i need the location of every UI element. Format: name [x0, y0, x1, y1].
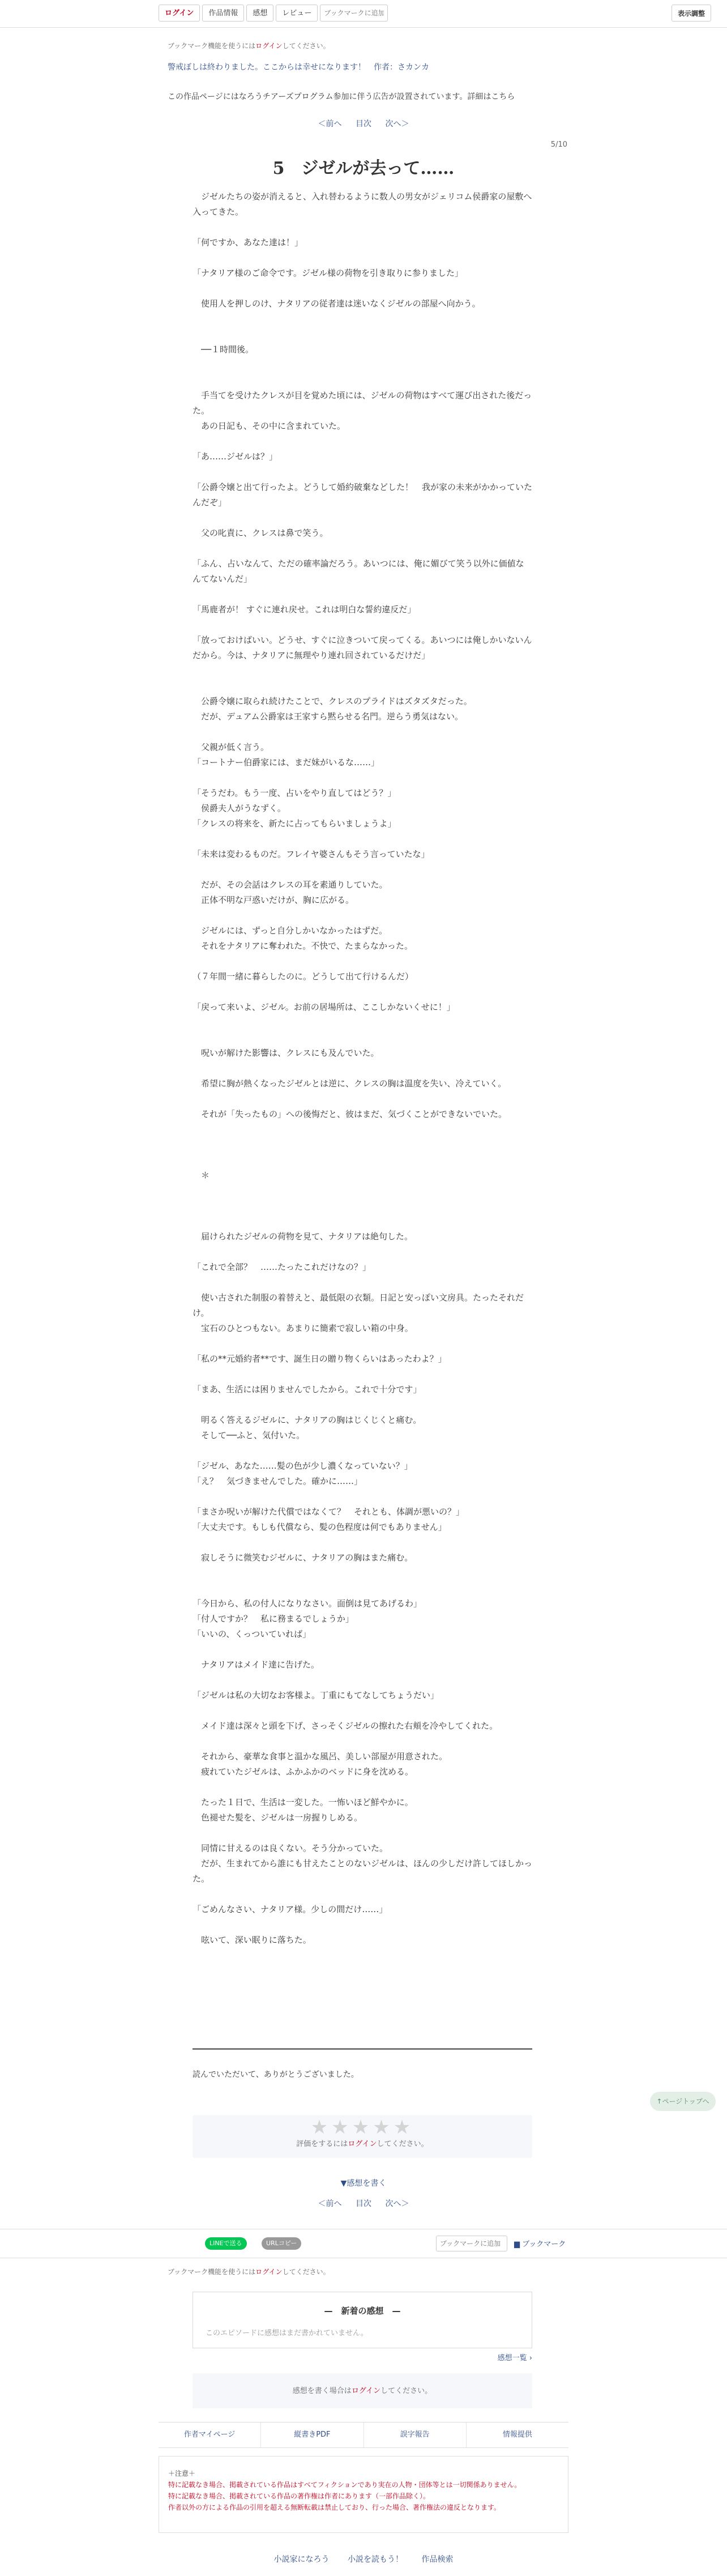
body-paragraph — [193, 831, 532, 847]
impression-login-link[interactable]: ログイン — [351, 2387, 381, 2395]
body-paragraph — [193, 327, 532, 342]
body-paragraph — [193, 1443, 532, 1458]
vertical-pdf-link[interactable]: 縦書きPDF — [261, 2423, 364, 2447]
body-paragraph — [193, 1183, 532, 1199]
body-paragraph: 明るく答えるジゼルに、ナタリアの胸はじくじくと痛む。 — [193, 1415, 422, 1425]
body-paragraph — [193, 1122, 532, 1137]
rating-note-prefix: 評価をするには — [296, 2140, 348, 2148]
search-link[interactable]: 作品検索 — [421, 2555, 454, 2564]
body-paragraph: 使用人を押しのけ、ナタリアの従者達は迷いなくジゼルの部屋へ向かう。 — [193, 298, 481, 309]
share-bar — [0, 2229, 727, 2258]
caution-line-2: 特に記載なき場合、掲載されている作品の著作権は作者にあります（一部作品除く）。 — [168, 2492, 430, 2500]
body-paragraph: 「馬鹿者が！ すぐに連れ戻せ。これは明白な誓約違反だ」 — [193, 604, 416, 615]
body-paragraph: ジゼルには、ずっと自分しかいなかったはずだ。 — [193, 926, 388, 936]
page-indicator: 5/10 — [550, 140, 567, 149]
page-top-button[interactable]: ↑ページトップへ — [650, 2092, 716, 2111]
body-paragraph — [193, 908, 532, 923]
body-paragraph — [193, 1397, 532, 1413]
next-link[interactable]: 次へ＞ — [385, 120, 409, 129]
preface-link[interactable]: 警戒ぼしは終わりました。ここからは幸せになります！ 作者：さカンカ — [168, 63, 429, 72]
body-paragraph: 「まさか呪いが解けた代償ではなくて？ それとも、体調が悪いの？」 — [193, 1507, 465, 1517]
body-paragraph: （７年間一緒に暮らしたのに。どうして出て行けるんだ） — [193, 971, 414, 982]
body-paragraph: それが「失ったもの」への後悔だと、彼はまだ、気づくことができないでいた。 — [193, 1109, 507, 1119]
body-paragraph — [193, 510, 532, 526]
body-paragraph — [193, 1091, 532, 1107]
url-copy-button[interactable]: URLコピー — [262, 2237, 301, 2250]
body-paragraph: そして──ふと、気付いた。 — [193, 1430, 305, 1440]
body-paragraph — [193, 1030, 532, 1046]
body-paragraph: 色褪せた髪を、ジゼルは一房握りしめる。 — [193, 1812, 363, 1823]
body-paragraph — [193, 464, 532, 480]
body-paragraph: 「ナタリア様のご命令です。ジゼル様の荷物を引き取りに参りました」 — [193, 268, 464, 278]
bottom-links — [0, 2553, 727, 2565]
body-paragraph: 正体不明な戸惑いだけが、胸に広がる。 — [193, 895, 354, 905]
body-paragraph: 「ジゼルは私の大切なお客様よ。丁重にもてなしてちょうだい」 — [193, 1690, 439, 1700]
body-paragraph: 公爵令嬢に取られ続けたことで、クレスのプライドはズタズタだった。 — [193, 696, 472, 706]
works-info-button[interactable]: 作品情報 — [202, 5, 244, 22]
body-paragraph: ＊ — [193, 1170, 210, 1180]
body-paragraph — [193, 1199, 532, 1214]
body-paragraph — [193, 220, 532, 235]
body-paragraph: 「まあ、生活には困りませんでしたから。これで十分です」 — [193, 1384, 422, 1394]
rating-note-suffix: してください。 — [377, 2140, 429, 2148]
body-paragraph: 「今日から、私の付人になりなさい。面倒は見てあげるわ」 — [193, 1598, 422, 1609]
body-paragraph — [193, 954, 532, 969]
body-paragraph: 「ごめんなさい、ナタリア様。少しの間だけ……」 — [193, 1904, 388, 1914]
body-paragraph — [193, 587, 532, 602]
body-paragraph — [193, 1535, 532, 1550]
body-paragraph — [193, 1061, 532, 1076]
star-rating-icon[interactable]: ★★★★★ — [310, 2116, 414, 2139]
body-paragraph — [193, 312, 532, 327]
body-paragraph — [193, 1015, 532, 1030]
rating-note — [193, 2138, 532, 2148]
bookmark-notice — [168, 41, 567, 50]
body-end-divider — [193, 2048, 532, 2050]
chapter-body — [193, 189, 532, 1948]
bookmark-link[interactable] — [514, 2238, 566, 2249]
body-paragraph: だが、その会話はクレスの耳を素通りしていた。 — [193, 880, 388, 890]
body-paragraph: それをナタリアに奪われた。不快で、たまらなかった。 — [193, 941, 413, 951]
body-paragraph: 父親が低く言う。 — [193, 742, 270, 752]
body-paragraph — [193, 1336, 532, 1351]
bookmark-add-input[interactable] — [320, 5, 388, 22]
yomou-link[interactable]: 小説を読もう！ — [348, 2555, 403, 2564]
body-paragraph: 手当てを受けたクレスが目を覚めた頃には、ジゼルの荷物はすべて運び出された後だった。 — [193, 390, 532, 416]
body-paragraph — [193, 373, 532, 388]
body-paragraph: 「いいの、くっついていれば」 — [193, 1629, 311, 1639]
nav-group — [159, 5, 388, 22]
body-paragraph: 「戻って来いよ、ジゼル。お前の居場所は、ここしかないくせに！」 — [193, 1002, 455, 1012]
body-paragraph: ジゼルたちの姿が消えると、入れ替わるように数人の男女がジェリコム侯爵家の屋敷へ入ってきた。 — [193, 191, 532, 217]
body-paragraph — [193, 281, 532, 296]
body-paragraph: 呪いが解けた影響は、クレスにも及んでいた。 — [193, 1048, 379, 1058]
body-paragraph — [193, 1275, 532, 1290]
body-paragraph — [193, 1367, 532, 1382]
prev-link[interactable]: ＜前へ — [318, 120, 342, 129]
impressions-list-link[interactable]: 感想一覧 › — [497, 2354, 532, 2362]
bookmark-notice-suffix: してください。 — [282, 42, 330, 50]
body-paragraph: 「公爵令嬢と出て行ったよ。どうして婚約破棄などした！ 我が家の未来がかかっていたんだぞ」 — [193, 482, 533, 507]
body-paragraph: 「これで全部？ ……たったこれだけなの？」 — [193, 1262, 371, 1272]
body-paragraph — [193, 1153, 532, 1168]
body-paragraph — [193, 1917, 532, 1933]
body-paragraph: だが、生まれてから誰にも甘えたことのないジゼルは、ほんの少しだけ許してほしかった。 — [193, 1858, 533, 1884]
bookmark-notice-prefix: ブックマーク機能を使うには — [168, 42, 256, 50]
bookmark-notice-bottom — [168, 2267, 567, 2276]
body-paragraph: それから、豪華な食事と温かな風呂、美しい部屋が用意された。 — [193, 1751, 448, 1762]
new-impressions-title: — 新着の感想 — — [324, 2306, 401, 2316]
rating-box — [193, 2115, 532, 2158]
toc-link[interactable]: 目次 — [356, 120, 371, 129]
author-mypage-link[interactable]: 作者マイページ — [159, 2423, 261, 2447]
caution-line-1: 特に記載なき場合、掲載されている作品はすべてフィクションであり実在の人物・団体等とは一切関係ありません。 — [168, 2481, 521, 2489]
body-paragraph — [193, 1826, 532, 1841]
bookmark-notice-login-link-bottom[interactable]: ログイン — [255, 2268, 283, 2276]
body-paragraph: 「私の**元婚約者**です、誕生日の贈り物くらいはあったわよ？」 — [193, 1354, 447, 1364]
bookmark-link-label: ブックマーク — [522, 2240, 566, 2249]
ad-notice[interactable]: この作品ページにはなろうチアーズプログラム参加に伴う広告が設置されています。詳細はこちら — [168, 92, 515, 101]
afterword: 読んでいただいて、ありがとうございました。 — [193, 2070, 359, 2079]
body-paragraph: 「大丈夫です。もしも代償なら、髪の色程度は何でもありません」 — [193, 1522, 447, 1532]
body-paragraph — [193, 1703, 532, 1718]
body-paragraph — [193, 357, 532, 373]
impression-login-suffix: してください。 — [380, 2387, 433, 2395]
body-paragraph — [193, 541, 532, 556]
display-settings-button[interactable]: 表示調整 — [672, 5, 711, 22]
body-paragraph: 「ジゼル、あなた……髪の色が少し濃くなっていない？」 — [193, 1461, 413, 1471]
impression-login-box — [193, 2373, 532, 2408]
body-paragraph: 「え？ 気づきませんでした。確かに……」 — [193, 1476, 363, 1486]
body-paragraph: 届けられたジゼルの荷物を見て、ナタリアは絶句した。 — [193, 1231, 413, 1242]
line-share-button[interactable]: LINEで送る — [205, 2237, 247, 2250]
chapter-title: 5 ジゼルが去って…… — [272, 159, 455, 178]
login-button[interactable]: ログイン — [159, 5, 200, 22]
page-indicator-wrap — [168, 140, 567, 152]
body-paragraph — [193, 1581, 532, 1596]
body-paragraph — [193, 663, 532, 679]
body-paragraph — [193, 770, 532, 786]
write-impression-link[interactable]: ▼感想を書く — [340, 2179, 387, 2188]
typo-report-link[interactable]: 誤字報告 — [364, 2423, 467, 2447]
impression-login-note — [193, 2385, 532, 2395]
new-impressions-empty: このエピソードに感想はまだ書かれていません。 — [206, 2329, 368, 2338]
bookmark-notice-suffix-bottom: してください。 — [282, 2268, 330, 2276]
bookmark-notice-login-link[interactable]: ログイン — [255, 42, 283, 50]
body-paragraph: 「何ですか、あなた達は！」 — [193, 237, 303, 248]
body-paragraph: 「コートナー伯爵家には、まだ妹がいるな……」 — [193, 757, 380, 767]
body-paragraph — [193, 250, 532, 266]
body-paragraph — [193, 1673, 532, 1688]
narou-link[interactable]: 小説家になろう — [273, 2555, 330, 2564]
body-paragraph: 「付人ですか？ 私に務まるでしょうか」 — [193, 1614, 354, 1624]
pager-bottom — [0, 2198, 727, 2209]
body-paragraph — [193, 1214, 532, 1229]
body-paragraph — [193, 1734, 532, 1749]
pager-top — [0, 118, 727, 129]
footer-links — [159, 2422, 568, 2448]
body-paragraph — [193, 1244, 532, 1260]
topbar-right — [672, 5, 711, 22]
rating-login-link[interactable]: ログイン — [348, 2140, 377, 2148]
body-paragraph: 「ふん、占いなんて、ただの確率論だろう。あいつには、俺に媚びて笑う以外に価値なんてないんだ」 — [193, 558, 524, 584]
body-paragraph — [193, 984, 532, 1000]
bookmark-icon: ▆ — [514, 2240, 520, 2249]
bookmark-notice-prefix-bottom: ブックマーク機能を使うには — [168, 2268, 256, 2276]
body-paragraph — [193, 1137, 532, 1153]
new-impressions-box — [193, 2292, 532, 2348]
info-provide-link[interactable]: 情報提供 — [502, 2430, 532, 2439]
body-paragraph — [193, 1887, 532, 1902]
next-link-bottom[interactable]: 次へ＞ — [385, 2199, 409, 2208]
impression-login-prefix: 感想を書く場合は — [292, 2387, 352, 2395]
body-paragraph: たった１日で、生活は一変した。一怖いほど鮮やかに。 — [193, 1797, 413, 1807]
body-paragraph — [193, 724, 532, 740]
top-navigation-bar — [0, 0, 727, 28]
body-paragraph — [193, 679, 532, 694]
body-paragraph — [193, 434, 532, 449]
body-paragraph: 寂しそうに微笑むジゼルに、ナタリアの胸はまた痛む。 — [193, 1553, 413, 1563]
body-paragraph — [193, 862, 532, 877]
impressions-button[interactable]: 感想 — [246, 5, 273, 22]
caution-head: ＋注意＋ — [168, 2470, 196, 2477]
body-paragraph — [193, 1642, 532, 1657]
body-paragraph — [193, 1780, 532, 1795]
body-paragraph: 希望に胸が熱くなったジゼルとは逆に、クレスの胸は温度を失い、冷えていく。 — [193, 1078, 507, 1089]
body-paragraph — [193, 1489, 532, 1504]
toc-link-bottom[interactable]: 目次 — [356, 2199, 371, 2208]
body-paragraph: 同情に甘えるのは良くない。そう分かっていた。 — [193, 1843, 388, 1853]
body-paragraph: ──１時間後。 — [193, 344, 254, 355]
body-paragraph: 「未来は変わるものだ。フレイヤ婆さんもそう言っていたな」 — [193, 849, 430, 859]
body-paragraph: 侯爵夫人がうなずく。 — [193, 803, 286, 813]
body-paragraph: 使い古された制服の着替えと、最低限の衣類。日記と安っぽい文房具。たったそれだけ。 — [193, 1293, 524, 1318]
bookmark-add-input-bottom[interactable] — [436, 2236, 507, 2251]
body-paragraph: 「そうだわ。もう一度、占いをやり直してはどう？」 — [193, 788, 396, 798]
prev-link-bottom[interactable]: ＜前へ — [318, 2199, 342, 2208]
body-paragraph: メイド達は深々と頭を下げ、さっそくジゼルの擦れた右頬を冷やしてくれた。 — [193, 1721, 498, 1731]
caution-box — [159, 2456, 568, 2533]
reviews-button[interactable]: レビュー — [276, 5, 318, 22]
body-paragraph: 「あ……ジゼルは？」 — [193, 451, 278, 462]
body-paragraph: 宝石のひとつもない。あまりに簡素で寂しい箱の中身。 — [193, 1323, 413, 1333]
body-paragraph: 父の叱責に、クレスは鼻で笑う。 — [193, 528, 328, 538]
body-paragraph — [193, 617, 532, 633]
body-paragraph: 「クレスの将来を、新たに占ってもらいましょうよ」 — [193, 818, 396, 829]
body-paragraph: あの日記も、その中に含まれていた。 — [193, 421, 346, 431]
body-paragraph: 呟いて、深い眠りに落ちた。 — [193, 1935, 311, 1945]
body-paragraph: 「放っておけばいい。どうせ、すぐに泣きついて戻ってくる。あいつには俺しかいないんだから。今は、ナタリアに無理やり連れ回されているだけだ」 — [193, 635, 532, 660]
body-paragraph: 疲れていたジゼルは、ふかふかのベッドに身を沈める。 — [193, 1767, 414, 1777]
caution-line-3: 作者以外の方による作品の引用を超える無断転載は禁止しており、行った場合、著作権法の違反となります。 — [168, 2504, 501, 2511]
body-paragraph — [193, 1566, 532, 1581]
body-paragraph: ナタリアはメイド達に告げた。 — [193, 1660, 319, 1670]
body-paragraph: だが、デュアム公爵家は王家すら黙らせる名門。逆らう勇気はない。 — [193, 711, 464, 722]
